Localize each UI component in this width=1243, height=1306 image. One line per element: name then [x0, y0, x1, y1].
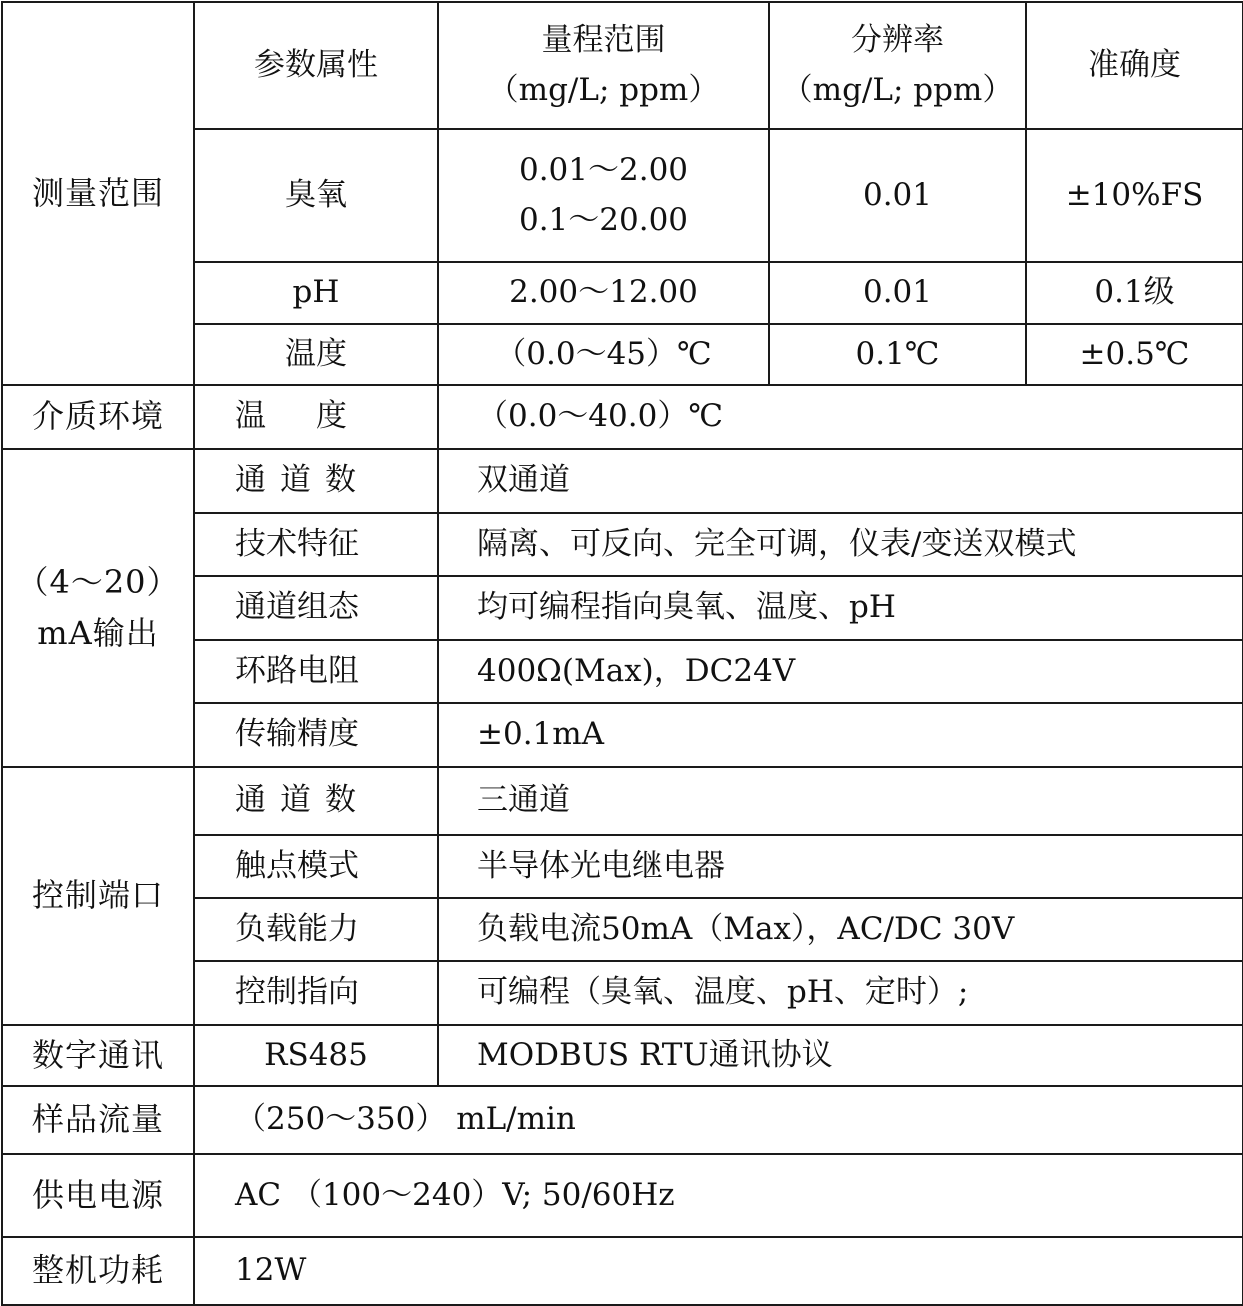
category-power-consumption: 整机功耗	[2, 1237, 194, 1305]
analog-label: 通道数	[194, 449, 438, 513]
power-supply-value: AC （100～240）V; 50/60Hz	[194, 1154, 1243, 1237]
analog-row	[2, 449, 1243, 513]
control-label: 负载能力	[194, 898, 438, 961]
ozone-name: 臭氧	[194, 129, 438, 262]
analog-value: 双通道	[438, 449, 1243, 513]
medium-row	[2, 385, 1243, 449]
header-range-unit: （mg/L; ppm）	[487, 71, 720, 108]
category-sample-flow: 样品流量	[2, 1086, 194, 1154]
ozone-range-1: 0.01～2.00	[518, 151, 689, 188]
ph-name: pH	[194, 262, 438, 324]
category-measurement-range: 测量范围	[2, 2, 194, 385]
sample-flow-row	[2, 1086, 1243, 1154]
measurement-header-row	[2, 2, 1243, 129]
control-label: 控制指向	[194, 961, 438, 1025]
digital-comm-label: RS485	[194, 1025, 438, 1086]
temperature-accuracy: ±0.5℃	[1026, 324, 1243, 385]
category-analog-output-line1: （4～20）	[16, 562, 180, 601]
ozone-accuracy: ±10%FS	[1026, 129, 1243, 262]
analog-label: 传输精度	[194, 703, 438, 767]
control-value: 可编程（臭氧、温度、pH、定时）;	[438, 961, 1243, 1025]
power-consumption-row	[2, 1237, 1243, 1305]
analog-label: 技术特征	[194, 513, 438, 576]
header-param: 参数属性	[194, 2, 438, 129]
header-accuracy: 准确度	[1026, 2, 1243, 129]
digital-comm-row	[2, 1025, 1243, 1086]
medium-value: （0.0～40.0）℃	[438, 385, 1243, 449]
control-label: 通道数	[194, 767, 438, 835]
analog-value: ±0.1mA	[438, 703, 1243, 767]
category-analog-output-line2: mA输出	[37, 614, 159, 652]
temperature-name: 温度	[194, 324, 438, 385]
ph-resolution: 0.01	[769, 262, 1026, 324]
header-range-title: 量程范围	[541, 21, 666, 58]
control-row	[2, 767, 1243, 835]
analog-label: 通道组态	[194, 576, 438, 640]
temperature-range: （0.0～45）℃	[438, 324, 769, 385]
control-value: 半导体光电继电器	[438, 835, 1243, 898]
analog-value: 400Ω(Max)，DC24V	[438, 640, 1243, 703]
ozone-range-2: 0.1～20.00	[518, 201, 689, 238]
power-supply-row	[2, 1154, 1243, 1237]
header-resolution-title: 分辨率	[851, 21, 944, 58]
power-consumption-value: 12W	[194, 1237, 1243, 1305]
header-range	[438, 2, 769, 129]
category-analog-output	[2, 449, 194, 767]
ph-accuracy: 0.1级	[1026, 262, 1243, 324]
sample-flow-value: （250～350） mL/min	[194, 1086, 1243, 1154]
header-resolution	[769, 2, 1026, 129]
ozone-range	[438, 129, 769, 262]
temperature-resolution: 0.1℃	[769, 324, 1026, 385]
category-power-supply: 供电电源	[2, 1154, 194, 1237]
category-control-port: 控制端口	[2, 767, 194, 1025]
spec-table	[1, 1, 1243, 1306]
medium-label: 温 度	[194, 385, 438, 449]
ph-range: 2.00～12.00	[438, 262, 769, 324]
header-resolution-unit: （mg/L; ppm）	[781, 71, 1014, 108]
analog-label: 环路电阻	[194, 640, 438, 703]
digital-comm-value: MODBUS RTU通讯协议	[438, 1025, 1243, 1086]
control-label: 触点模式	[194, 835, 438, 898]
ozone-resolution: 0.01	[769, 129, 1026, 262]
category-medium: 介质环境	[2, 385, 194, 449]
category-digital-comm: 数字通讯	[2, 1025, 194, 1086]
control-value: 负载电流50mA（Max），AC/DC 30V	[438, 898, 1243, 961]
control-value: 三通道	[438, 767, 1243, 835]
analog-value: 隔离、可反向、完全可调，仪表/变送双模式	[438, 513, 1243, 576]
analog-value: 均可编程指向臭氧、温度、pH	[438, 576, 1243, 640]
